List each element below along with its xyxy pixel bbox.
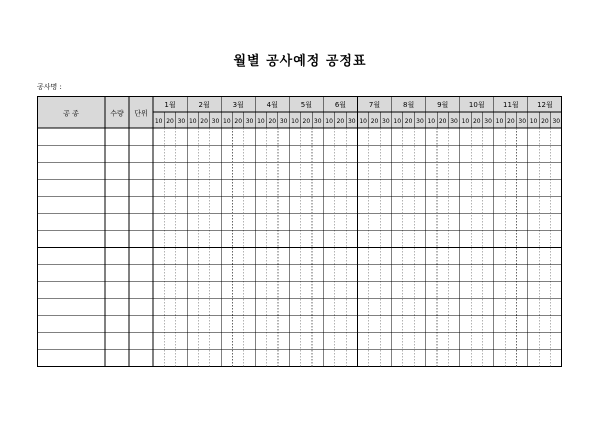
day-mark-label: 30 xyxy=(552,118,561,125)
day-mark-label: 20 xyxy=(200,118,208,125)
day-mark-label: 30 xyxy=(211,118,220,125)
header-work-type: 공 종 xyxy=(63,109,79,118)
day-mark-label: 30 xyxy=(450,118,458,125)
day-mark-label: 20 xyxy=(438,118,447,125)
day-mark-label: 10 xyxy=(223,118,231,125)
day-mark-label: 20 xyxy=(234,118,243,125)
day-mark-label: 10 xyxy=(188,118,197,125)
month-label: 6월 xyxy=(334,101,347,109)
day-mark-label: 10 xyxy=(393,118,402,125)
document-title: 월별 공사예정 공정표 xyxy=(233,54,367,69)
day-mark-label: 30 xyxy=(518,118,527,125)
day-mark-label: 30 xyxy=(313,118,322,125)
day-mark-label: 10 xyxy=(529,118,538,125)
day-mark-label: 10 xyxy=(427,118,436,125)
day-mark-label: 30 xyxy=(347,118,356,125)
month-label: 7월 xyxy=(368,101,381,109)
day-mark-label: 20 xyxy=(370,118,379,125)
month-label: 11월 xyxy=(503,101,519,109)
day-mark-label: 30 xyxy=(484,118,492,125)
day-mark-label: 30 xyxy=(245,118,254,125)
day-mark-label: 30 xyxy=(177,118,186,125)
project-name-label: 공사명 : xyxy=(37,83,62,91)
month-label: 1월 xyxy=(164,101,176,109)
month-label: 12월 xyxy=(537,101,553,109)
month-label: 8월 xyxy=(402,101,415,109)
month-label: 5월 xyxy=(300,101,312,109)
schedule-table xyxy=(37,96,562,367)
day-mark-label: 20 xyxy=(302,118,311,125)
day-mark-label: 20 xyxy=(507,118,515,125)
day-mark-label: 20 xyxy=(541,118,549,125)
day-mark-label: 20 xyxy=(268,118,277,125)
month-label: 10월 xyxy=(468,101,485,109)
month-label: 3월 xyxy=(232,101,244,109)
day-mark-label: 20 xyxy=(404,118,413,125)
day-mark-label: 30 xyxy=(382,118,390,125)
day-mark-label: 20 xyxy=(472,118,481,125)
month-label: 9월 xyxy=(437,101,449,109)
day-mark-label: 10 xyxy=(154,118,163,125)
day-mark-label: 20 xyxy=(336,118,345,125)
day-mark-label: 10 xyxy=(257,118,265,125)
month-label: 2월 xyxy=(198,101,210,109)
header-quantity: 수량 xyxy=(110,109,124,118)
month-label: 4월 xyxy=(266,101,278,109)
header-unit: 단위 xyxy=(134,109,148,118)
day-mark-label: 10 xyxy=(359,118,367,125)
day-mark-label: 30 xyxy=(416,118,424,125)
day-mark-label: 10 xyxy=(291,118,299,125)
day-mark-label: 10 xyxy=(495,118,504,125)
day-mark-label: 20 xyxy=(166,118,174,125)
day-mark-label: 30 xyxy=(279,118,288,125)
day-mark-label: 10 xyxy=(325,118,333,125)
day-mark-label: 10 xyxy=(461,118,470,125)
